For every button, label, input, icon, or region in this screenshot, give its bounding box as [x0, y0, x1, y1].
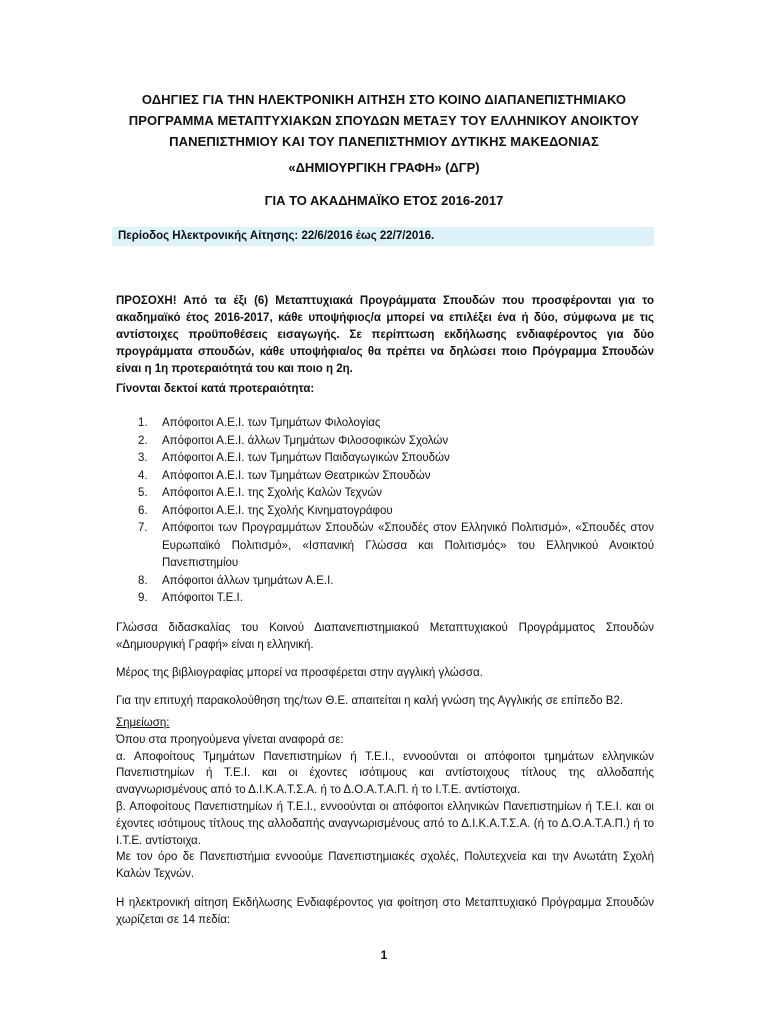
note-item-a: α. Αποφοίτους Τμημάτων Πανεπιστημίων ή Τ.Ε.Ι., εννοούνται οι απόφοιτοι τμημάτων ελληνικών Πανεπιστημίων ή Τ.Ε.Ι. και οι έχοντες ισότιμους και αντίστοιχους τίτλους της αλλοδαπής αναγνωρισμένους από το Δ.Ι.Κ.Α.Τ.Σ.Α. ή το Δ.Ο.Α.Τ.Α.Π. ή το Ι.Τ.Ε. αντίστοιχα.	[116, 750, 654, 797]
page-number: 1	[380, 948, 388, 962]
application-period: Περίοδος Ηλεκτρονικής Αίτησης: 22/6/2016 έως 22/7/2016.	[112, 227, 654, 246]
title-line: ΠΑΝΕΠΙΣΤΗΜΙΟΥ ΚΑΙ ΤΟΥ ΠΑΝΕΠΙΣΤΗΜΙΟΥ ΔΥΤΙΚΗΣ ΜΑΚΕΔΟΝΙΑΣ	[169, 134, 599, 149]
list-item: 2. Απόφοιτοι Α.Ε.Ι. άλλων Τμημάτων Φιλοσοφικών Σχολών	[138, 434, 449, 447]
list-item: 7. Απόφοιτοι των Προγραμμάτων Σπουδών «Σπουδές στον Ελληνικό Πολιτισμό», «Σπουδές στον Ευρωπαϊκό Πολιτισμό», «Ισπανική Γλώσσα και Πολιτισμός» του Ελληνικού Ανοικτού Πανεπιστημίου	[138, 522, 654, 569]
list-item: 8. Απόφοιτοι άλλων τμημάτων Α.Ε.Ι.	[138, 574, 334, 587]
title-line: ΠΡΟΓΡΑΜΜΑ ΜΕΤΑΠΤΥΧΙΑΚΩΝ ΣΠΟΥΔΩΝ ΜΕΤΑΞΥ ΤΟΥ ΕΛΛΗΝΙΚΟΥ ΑΝΟΙΚΤΟΥ	[128, 113, 640, 128]
document-title	[110, 89, 658, 152]
list-item: 9. Απόφοιτοι Τ.Ε.Ι.	[138, 592, 243, 604]
attention-paragraph: ΠΡΟΣΟΧΗ! Από τα έξι (6) Μεταπτυχιακά Προγράμματα Σπουδών που προσφέρονται για το ακαδημαϊκό έτος 2016-2017, κάθε υποψήφιος/α μπορεί να επιλέξει ένα ή δύο, σύμφωνα με τις αντίστοιχες προϋποθέσεις εισαγωγής. Σε περίπτωση εκδήλωσης ενδιαφέροντος για δύο προγράμματα σπουδών, κάθε υποψήφια/ος θα πρέπει να δηλώσει ποιο Πρόγραμμα Σπουδών είναι η 1η προτεραιότητά του και ποιο η 2η.	[116, 295, 654, 375]
note-intro: Όπου στα προηγούμενα γίνεται αναφορά σε:	[116, 733, 344, 746]
english-requirement-paragraph: Για την επιτυχή παρακολούθηση της/των Θ.Ε. απαιτείται η καλή γνώση της Αγγλικής σε επίπεδο Β2.	[116, 695, 624, 707]
note-section	[116, 715, 654, 883]
note-heading: Σημείωση:	[116, 717, 170, 729]
note-item-c: Με τον όρο δε Πανεπιστήμια εννοούμε Πανεπιστημιακές σχολές, Πολυτεχνεία και την Ανωτάτη Σχολή Καλών Τεχνών.	[116, 851, 654, 881]
priority-heading: Γίνονται δεκτοί κατά προτεραιότητα:	[116, 383, 315, 395]
bibliography-paragraph: Μέρος της βιβλιογραφίας μπορεί να προσφέρεται στην αγγλική γλώσσα.	[116, 667, 483, 679]
note-item-b: β. Αποφοίτους Πανεπιστημίων ή Τ.Ε.Ι., εννοούνται οι απόφοιτοι ελληνικών Πανεπιστημίων ή Τ.Ε.Ι. και οι έχοντες ισότιμους τίτλους της αλλοδαπής αναγνωρισμένους από το Δ.Ι.Κ.Α.Τ.Σ.Α. (ή το Δ.Ο.Α.Τ.Α.Π.) ή το Ι.Τ.Ε. αντίστοιχα.	[116, 800, 654, 847]
year-subtitle: ΓΙΑ ΤΟ ΑΚΑΔΗΜΑΪΚΟ ΕΤΟΣ 2016-2017	[264, 193, 504, 208]
list-item: 1. Απόφοιτοι Α.Ε.Ι. των Τμημάτων Φιλολογίας	[138, 417, 381, 429]
list-item: 6. Απόφοιτοι Α.Ε.Ι. της Σχολής Κινηματογράφου	[138, 504, 393, 517]
list-item: 5. Απόφοιτοι Α.Ε.Ι. της Σχολής Καλών Τεχνών	[138, 487, 383, 499]
priority-list	[138, 415, 654, 608]
language-paragraph: Γλώσσα διδασκαλίας του Κοινού Διαπανεπιστημιακού Μεταπτυχιακού Προγράμματος Σπουδών «Δημιουργική Γραφή» είναι η ελληνική.	[116, 622, 654, 651]
list-item: 3. Απόφοιτοι Α.Ε.Ι. των Τμημάτων Παιδαγωγικών Σπουδών	[138, 452, 450, 464]
title-line: ΟΔΗΓΙΕΣ ΓΙΑ ΤΗΝ ΗΛΕΚΤΡΟΝΙΚΗ ΑΙΤΗΣΗ ΣΤΟ ΚΟΙΝΟ ΔΙΑΠΑΝΕΠΙΣΤΗΜΙΑΚΟ	[141, 92, 627, 107]
program-subtitle: «ΔΗΜΙΟΥΡΓΙΚΗ ΓΡΑΦΗ» (ΔΓΡ)	[288, 160, 480, 175]
list-item: 4. Απόφοιτοι Α.Ε.Ι. των Τμημάτων Θεατρικών Σπουδών	[138, 469, 431, 482]
final-paragraph: Η ηλεκτρονική αίτηση Εκδήλωσης Ενδιαφέροντος για φοίτηση στο Μεταπτυχιακό Πρόγραμμα Σπουδών χωρίζεται σε 14 πεδία:	[116, 897, 654, 926]
